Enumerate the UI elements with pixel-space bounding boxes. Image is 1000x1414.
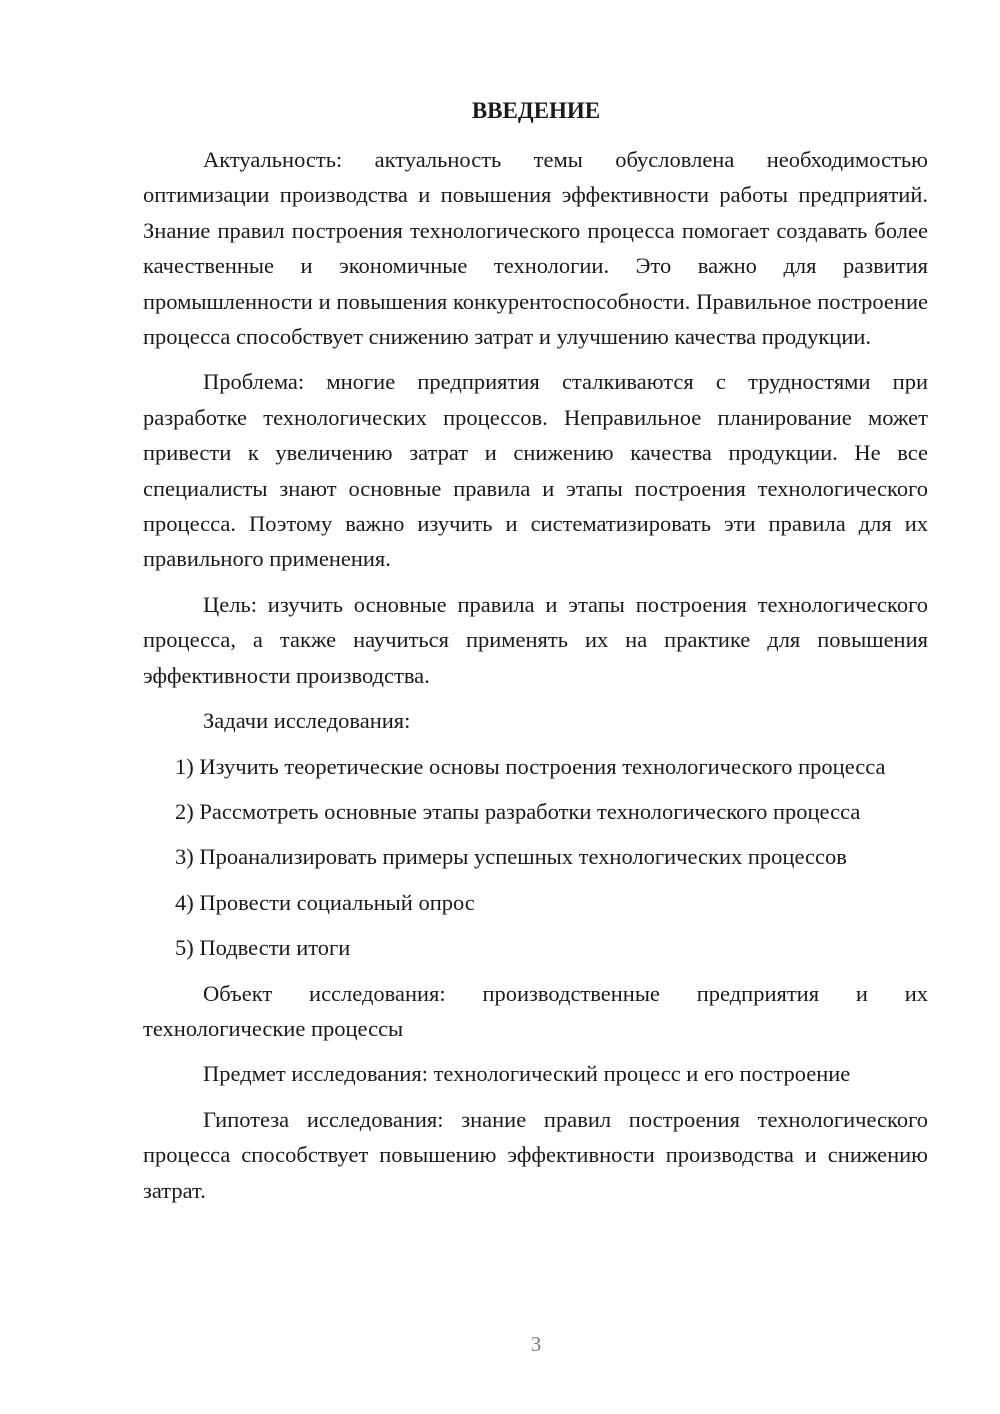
task-item-2: 2) Рассмотреть основные этапы разработки технологического процесса bbox=[175, 798, 861, 824]
goal-paragraph: Цель: изучить основные правила и этапы построения технологического процесса, а также научиться применять их на практике для повышения эффективности производства. bbox=[143, 591, 928, 688]
page-number: 3 bbox=[530, 1332, 542, 1356]
task-item-5: 5) Подвести итоги bbox=[175, 935, 351, 961]
problem-paragraph: Проблема: многие предприятия сталкиваются с трудностями при разработке технологических процессов. Неправильное планирование может привести к увеличению затрат и снижению качества продукции. Не все специалисты знают основные правила и этапы построения технологического процесса. Поэтому важно изучить и систематизировать эти правила для их правильного применения. bbox=[143, 369, 928, 572]
task-item-1: 1) Изучить теоретические основы построения технологического процесса bbox=[175, 753, 886, 779]
page-title: ВВЕДЕНИЕ bbox=[471, 98, 601, 123]
task-item-4: 4) Провести социальный опрос bbox=[175, 889, 475, 915]
relevance-paragraph: Актуальность: актуальность темы обусловлена необходимостью оптимизации производства и повышения эффективности работы предприятий. Знание правил построения технологического процесса помогает создавать более качественные и экономичные технологии. Это важно для развития промышленности и повышения конкурентоспособности. Правильное построение процесса способствует снижению затрат и улучшению качества продукции. bbox=[143, 147, 928, 350]
document-body bbox=[143, 142, 928, 1218]
hypothesis-paragraph: Гипотеза исследования: знание правил построения технологического процесса способствует повышению эффективности производства и снижению затрат. bbox=[143, 1106, 928, 1203]
object-paragraph: Объект исследования: производственные предприятия и их технологические процессы bbox=[143, 980, 928, 1041]
task-item-3: 3) Проанализировать примеры успешных технологических процессов bbox=[175, 844, 847, 870]
subject-paragraph: Предмет исследования: технологический процесс и его построение bbox=[203, 1061, 851, 1087]
tasks-heading: Задачи исследования: bbox=[203, 708, 411, 734]
